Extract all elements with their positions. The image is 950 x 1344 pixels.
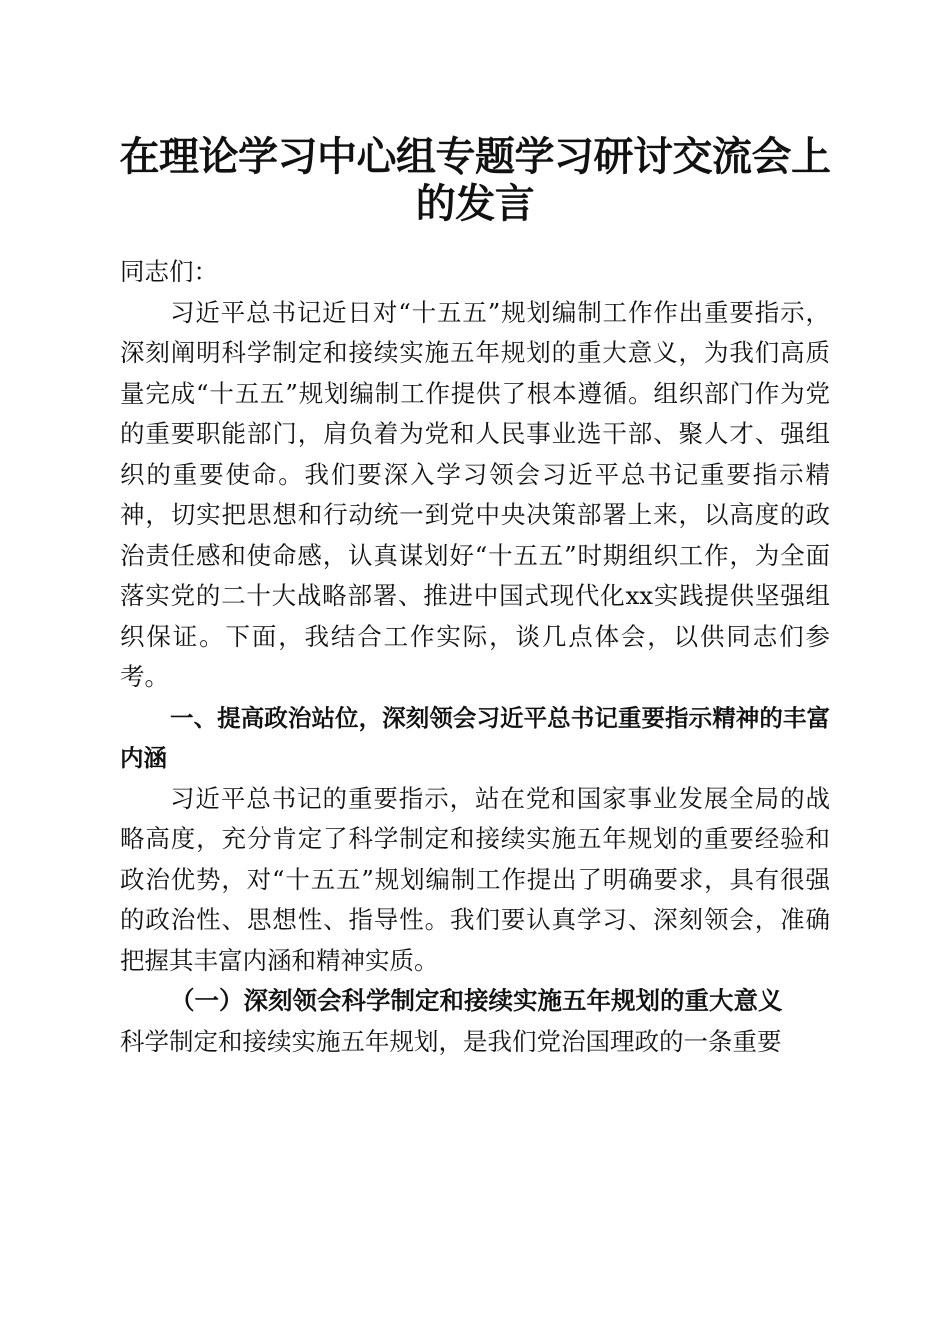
document-title: 在理论学习中心组专题学习研讨交流会上的发言 [119,133,831,227]
intro-paragraph: 习近平总书记近日对“十五五”规划编制工作作出重要指示，深刻阐明科学制定和接续实施五年规划的重大意义，为我们高质量完成“十五五”规划编制工作提供了根本遵循。组织部门作为党的重要职能部门，肩负着为党和人民事业选干部、聚人才、强组织的重要使命。我们要深入学习领会习近平总书记重要指示精神，切实把思想和行动统一到党中央决策部署上来，以高度的政治责任感和使命感，认真谋划好“十五五”时期组织工作，为全面落实党的二十大战略部署、推进中国式现代化xx实践提供坚强组织保证。下面，我结合工作实际，谈几点体会，以供同志们参考。 [120,297,830,691]
subsection-1-paragraph: 科学制定和接续实施五年规划，是我们党治国理政的一条重要 [120,1026,782,1056]
document-body [120,252,830,1062]
subsection-1-heading: （一）深刻领会科学制定和接续实施五年规划的重大意义 [170,986,783,1015]
greeting: 同志们： [120,257,218,286]
section-1-paragraph: 习近平总书记的重要指示，站在党和国家事业发展全局的战略高度，充分肯定了科学制定和接续实施五年规划的重要经验和政治优势，对“十五五”规划编制工作提出了明确要求，具有很强的政治性、思想性、指导性。我们要认真学习、深刻领会，准确把握其丰富内涵和精神实质。 [120,783,830,975]
section-1-heading: 一、提高政治站位，深刻领会习近平总书记重要指示精神的丰富内涵 [120,703,830,772]
